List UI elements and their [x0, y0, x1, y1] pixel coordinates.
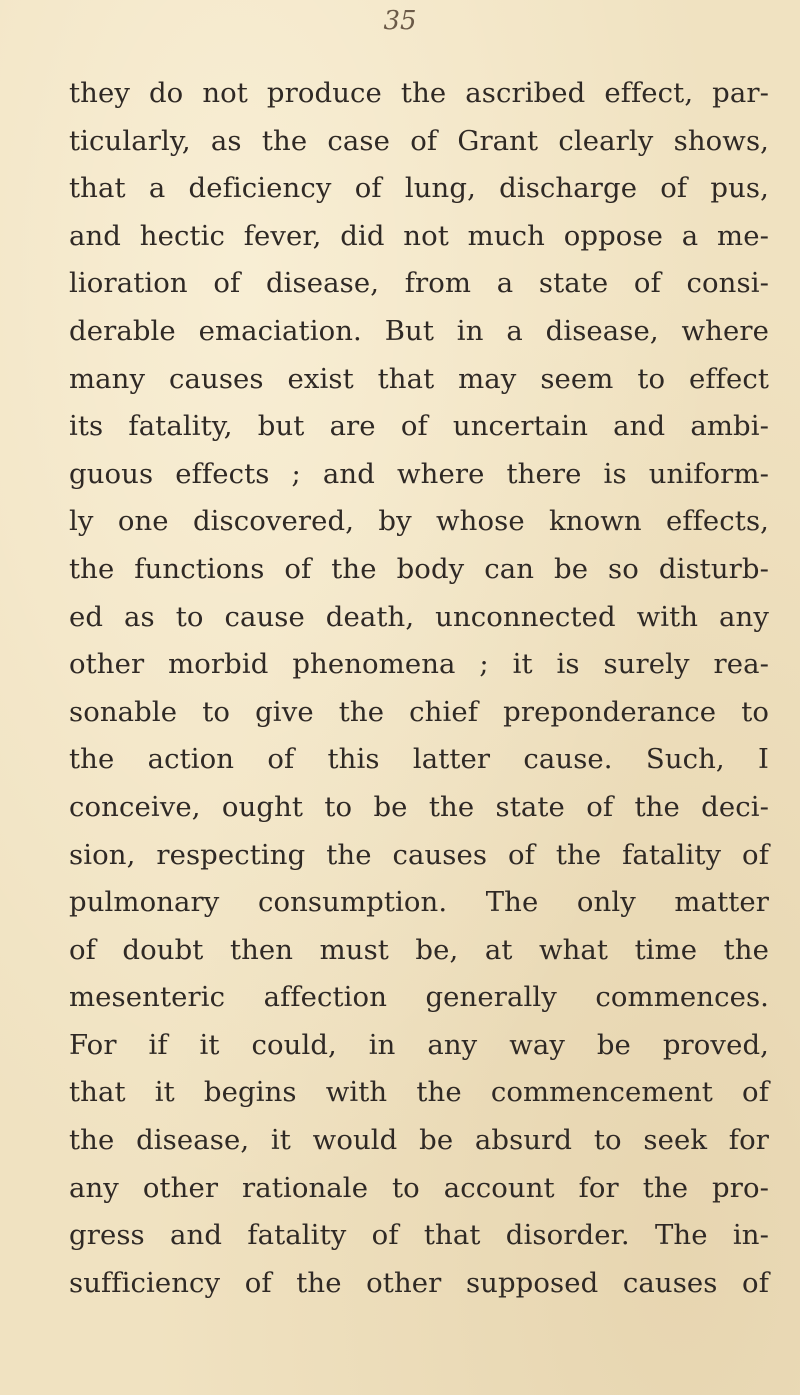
- text-line: lioration of disease, from a state of consi-: [69, 267, 769, 300]
- text-line: many causes exist that may seem to effect: [69, 362, 769, 395]
- text-line: the disease, it would be absurd to seek for: [69, 1124, 769, 1157]
- text-line: mesenteric affection generally commences.: [69, 981, 769, 1014]
- text-line: its fatality, but are of uncertain and ambi-: [69, 410, 769, 443]
- text-line: any other rationale to account for the pro-: [69, 1171, 769, 1204]
- text-line: sufficiency of the other supposed causes of: [69, 1266, 769, 1299]
- text-line: pulmonary consumption. The only matter: [69, 886, 769, 919]
- text-line: ticularly, as the case of Grant clearly shows,: [69, 124, 769, 157]
- text-line: sion, respecting the causes of the fatality of: [69, 838, 769, 871]
- text-line: of doubt then must be, at what time the: [69, 933, 769, 966]
- text-line: the functions of the body can be so disturb-: [69, 552, 769, 585]
- page-number: 35: [383, 6, 417, 36]
- text-line: they do not produce the ascribed effect, par-: [69, 77, 769, 109]
- text-line: ed as to cause death, unconnected with any: [69, 600, 769, 633]
- text-line: sonable to give the chief preponderance to: [69, 695, 769, 728]
- text-line: derable emaciation. But in a disease, where: [69, 314, 769, 347]
- text-line: that a deficiency of lung, discharge of pus,: [69, 172, 769, 205]
- text-line: ly one discovered, by whose known effects,: [69, 505, 769, 538]
- text-line: gress and fatality of that disorder. The in-: [69, 1219, 769, 1252]
- text-line: and hectic fever, did not much oppose a me-: [69, 219, 769, 252]
- text-line: the action of this latter cause. Such, I: [69, 743, 769, 776]
- text-line: that it begins with the commencement of: [69, 1076, 769, 1109]
- text-line: For if it could, in any way be proved,: [69, 1028, 769, 1061]
- body-text: [69, 70, 769, 1307]
- text-line: other morbid phenomena ; it is surely rea-: [69, 648, 769, 681]
- text-line: guous effects ; and where there is uniform-: [69, 457, 769, 490]
- text-line: conceive, ought to be the state of the deci-: [69, 790, 769, 823]
